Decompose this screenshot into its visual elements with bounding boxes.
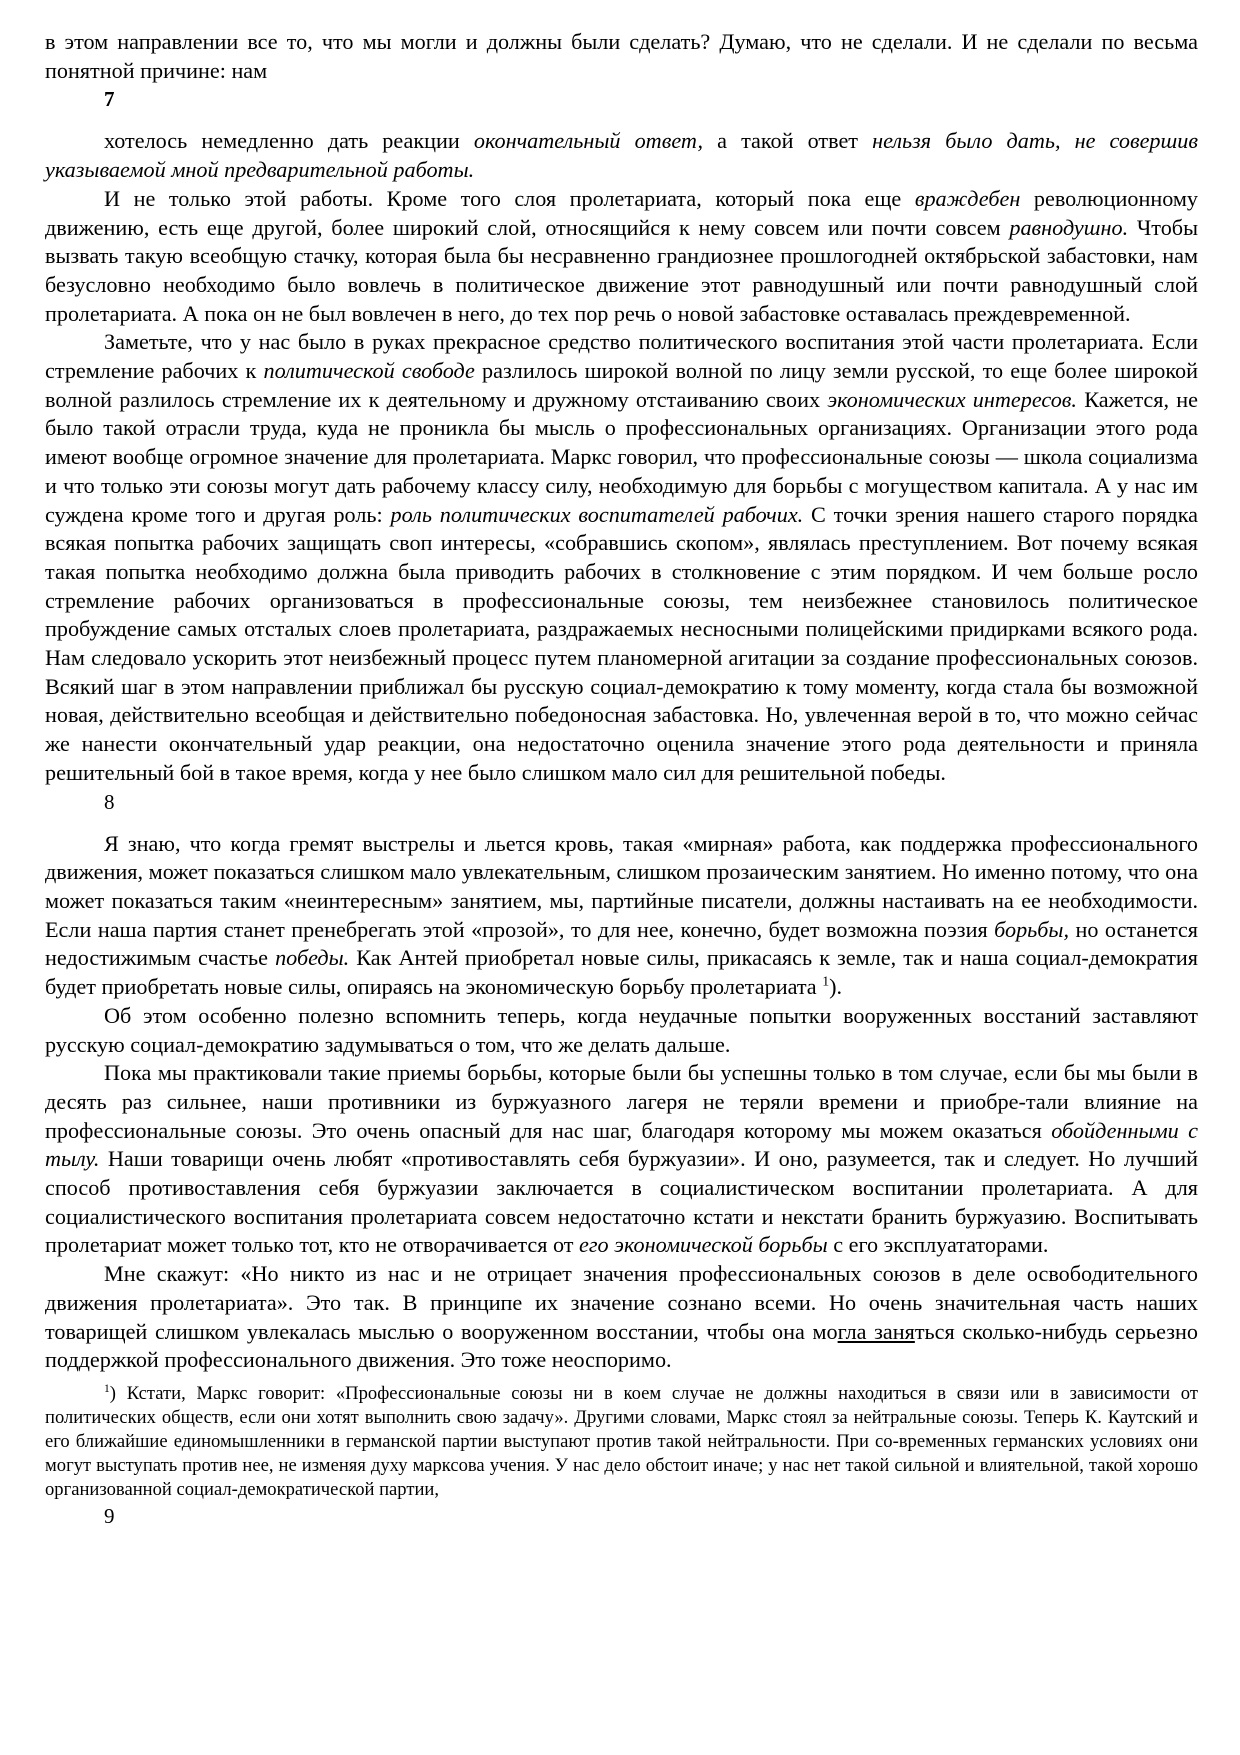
text-segment: Кажется, не было такой отрасли труда, куда не проникла бы мысль о профессиональных организациях. Организации этого рода имеют вообще огромное значение для пролетариата. Маркс говорил, что профессиональные союзы — школа социализма и что только эти союзы могут дать рабочему классу силу, необходимую для борьбы с могуществом капитала. А у нас им суждена кроме того и другая роль: <box>45 386 1199 527</box>
text-segment: Чтобы вызвать такую всеобщую стачку, которая была бы несравненно грандиознее прошлогодней октябрьской забастовки, нам безусловно необходимо было вовлечь в политическое движение этот равнодушный или почти равнодушный слой пролетариата. А пока он не был вовлечен в него, до тех пор речь о новой забастовке оставалась преждевременной. <box>45 214 1198 326</box>
text-segment: Мне скажут: «Но никто из нас и не отрицает значения профессиональных союзов в деле освободительного движения пролетариата». Это так. В принципе их значение сознано всеми. Но очень значительная часть наших товарищей слишком увлекалась мыслью о вооруженном восстании, чтобы она мо <box>45 1261 1198 1344</box>
text-segment: хотелось немедленно дать реакции <box>104 128 474 154</box>
footnote-marker: 1 <box>104 1382 110 1395</box>
emphasis-text: равнодушно. <box>1009 214 1129 240</box>
page-number: 9 <box>104 1504 115 1529</box>
text-segment: ться сколько-нибудь серьезно поддержкой профессионального движения. Это тоже неоспоримо. <box>45 1318 1198 1373</box>
paragraph <box>45 1260 1198 1375</box>
paragraph <box>45 830 1198 1002</box>
emphasis-text: нельзя было дать, не совершив указываемой мной предварительной работы. <box>45 128 1198 183</box>
emphasis-text: окончательный ответ, <box>473 128 704 154</box>
text-segment: ). <box>829 974 843 1000</box>
emphasis-text: политической свободе <box>263 358 475 384</box>
text-segment: а такой ответ <box>703 128 873 154</box>
paragraph <box>45 328 1198 787</box>
emphasis-text: роль политических воспитателей рабочих. <box>390 501 804 527</box>
text-segment: но останется недостижимым счастье <box>45 916 1198 971</box>
paragraph-continued <box>45 28 1198 85</box>
text-segment: Заметьте, что у нас было в руках прекрасное средство политического воспитания этой части пролетариата. Если стремление рабочих к <box>45 329 1198 384</box>
emphasis-text: борьбы, <box>994 916 1070 942</box>
text-segment: в этом направлении все то, что мы могли и должны были сделать? Думаю, что не сделали. И не сделали по весьма понятной причине: нам <box>45 29 1198 83</box>
text-segment: Об этом особенно полезно вспомнить теперь, когда неудачные попытки вооруженных восстаний заставляют русскую социал-демократию задумываться о том, что же делать дальше. <box>45 1002 1198 1057</box>
text-segment: с его эксплуататорами. <box>827 1232 1049 1258</box>
paragraph <box>45 185 1198 329</box>
footnote <box>45 1382 1198 1502</box>
paragraph <box>45 1002 1198 1059</box>
emphasis-text: обойденными с тылу. <box>45 1117 1199 1172</box>
document-page <box>45 28 1198 1530</box>
text-segment: разлилось широкой волной по лицу земли русской, то еще более широкой волной разлилось стремление их к деятельному и дружному отстаиванию своих <box>45 358 1199 412</box>
page-break-gap <box>45 816 1198 830</box>
text-segment: Пока мы практиковали такие приемы борьбы, которые были бы успешны только в том случае, если бы мы были в десять раз сильнее, наши противники из буржуазного лагеря не теряли времени и приобре-тали влияние на профессиональные союзы. Это очень опасный для нас шаг, благодаря которому мы можем оказаться <box>45 1060 1198 1143</box>
emphasis-text: его экономической борьбы <box>579 1232 828 1258</box>
text-segment: Наши товарищи очень любят «противоставлять себя буржуазии». И оно, разумеется, так и следует. Но лучший способ противоставления себя буржуазии заключается в социалистическом воспитании пролетариата. А для социалистического воспитания пролетариата совсем недостаточно кстати и некстати бранить буржуазию. Воспитывать пролетариат может только тот, кто не отворачивается от <box>45 1146 1198 1258</box>
emphasis-text: враждебен <box>914 185 1021 211</box>
underlined-text: гла заня <box>837 1318 915 1344</box>
emphasis-text: победы. <box>275 945 350 971</box>
page-number: 8 <box>104 789 115 814</box>
text-segment: И не только этой работы. Кроме того слоя пролетариата, который пока еще <box>104 185 915 211</box>
paragraph <box>45 1059 1198 1260</box>
text-segment: революционному движению, есть еще другой, более широкий слой, относящийся к нему совсем или почти совсем <box>45 185 1198 240</box>
page-number: 7 <box>104 87 115 112</box>
text-segment: Я знаю, что когда гремят выстрелы и льется кровь, такая «мирная» работа, как поддержка профессионального движения, может показаться слишком мало увлекательным, слишком прозаическим занятием. Но именно потому, что она может показаться таким «неинтересным» занятием, мы, партийные писатели, должны настаивать на ее необходимости. Если наша партия станет пренебрегать этой «прозой», то для нее, конечно, будет возможна поэзия <box>45 830 1198 942</box>
footnote-text: ) Кстати, Маркс говорит: «Профессиональные союзы ни в коем случае не должны находиться в связи или в зависимости от политических обществ, если они хотят выполнить свою задачу». Другими словами, Маркс стоял за нейтральные союзы. Теперь К. Каутский и его ближайшие единомышленники в германской партии выступают против такой нейтральности. При со-временных германских условиях они могут выступать против нее, не изменяя духу марксова учения. У нас дело обстоит иначе; у нас нет такой сильной и влиятельной, такой хорошо организованной социал-демократической партии, <box>45 1382 1198 1501</box>
footnote-ref: 1 <box>822 973 830 989</box>
text-segment: Как Антей приобретал новые силы, прикасаясь к земле, так и наша социал-демократия будет приобретать новые силы, опираясь на экономическую борьбу пролетариата <box>45 945 1198 1000</box>
page-break-gap <box>45 113 1198 127</box>
text-segment: С точки зрения нашего старого порядка всякая попытка рабочих защищать своп интересы, «собравшись скопом», являлась преступлением. Вот почему всякая такая попытка необходимо должна была приводить рабочих в столкновение с этим порядком. И чем больше росло стремление рабочих организоваться в профессиональные союзы, тем неизбежнее становилось политическое пробуждение самых отсталых слоев пролетариата, раздражаемых несносными полицейскими придирками всякого рода. Нам следовало ускорить этот неизбежный процесс путем планомерной агитации за создание профессиональных союзов. Всякий шаг в этом направлении приближал бы русскую социал-демократию к тому моменту, когда стала бы возможной новая, действительно всеобщая и действительно победоносная забастовка. Но, увлеченная верой в то, что можно сейчас же нанести окончательный удар реакции, она недостаточно оценила значение этого рода деятельности и приняла решительный бой в такое время, когда у нее было слишком мало сил для решительной победы. <box>45 501 1199 785</box>
footnote-block <box>45 1382 1198 1502</box>
emphasis-text: экономических интересов. <box>827 386 1077 412</box>
paragraph <box>45 127 1198 184</box>
